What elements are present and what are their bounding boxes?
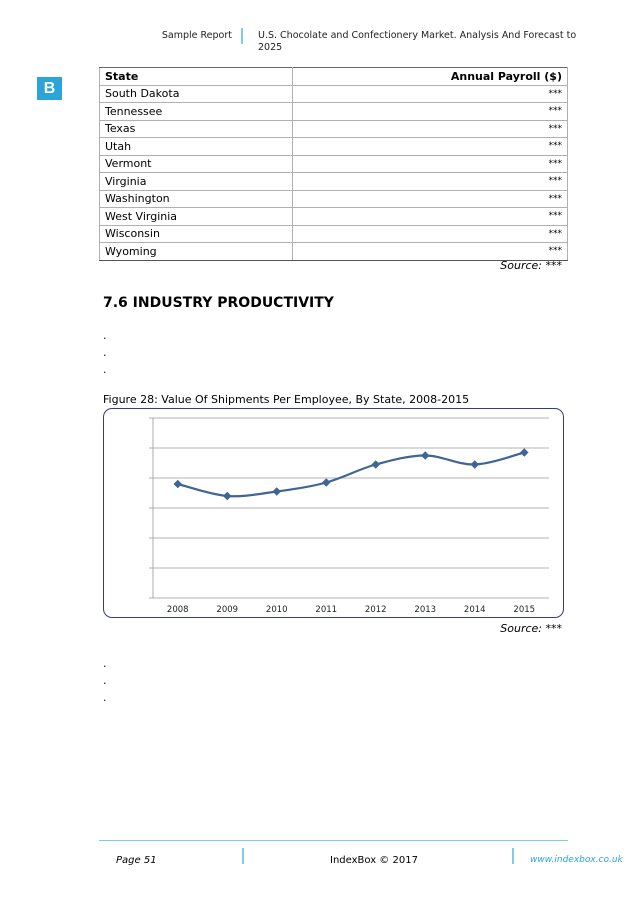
table-source: Source: *** [500,259,562,272]
data-point [322,478,330,486]
payroll-cell: *** [292,138,567,156]
header-divider [241,28,243,44]
x-tick-label: 2015 [513,605,536,615]
payroll-cell: *** [292,85,567,103]
x-tick-label: 2009 [216,605,239,615]
placeholder-dot: . [103,329,107,342]
table-row [100,225,568,243]
table-row [100,208,568,226]
footer-divider [512,848,514,864]
table-row [100,190,568,208]
section-title: 7.6 INDUSTRY PRODUCTIVITY [103,295,334,311]
state-cell: Wyoming [100,243,293,261]
state-cell: Vermont [100,155,293,173]
state-cell: Virginia [100,173,293,191]
footer-copyright: IndexBox © 2017 [330,855,418,866]
placeholder-dot: . [103,346,107,359]
payroll-cell: *** [292,155,567,173]
placeholder-dot: . [103,691,107,704]
data-point [372,460,380,468]
table-row [100,173,568,191]
state-cell: South Dakota [100,85,293,103]
header-report-title: U.S. Chocolate and Confectionery Market. Analysis And Forecast to 2025 [258,30,577,53]
x-tick-label: 2011 [315,605,338,615]
column-header-state: State [100,68,293,86]
data-point [223,492,231,500]
data-point [421,451,429,459]
footer-rule [99,840,568,841]
line-chart [103,408,564,618]
payroll-cell: *** [292,120,567,138]
payroll-cell: *** [292,225,567,243]
table-row [100,103,568,121]
x-tick-label: 2013 [414,605,437,615]
state-cell: Tennessee [100,103,293,121]
header-report-label: Sample Report [161,30,232,41]
table-row [100,85,568,103]
payroll-cell: *** [292,103,567,121]
payroll-cell: *** [292,190,567,208]
footer-divider [242,848,244,864]
state-cell: Utah [100,138,293,156]
x-tick-label: 2008 [166,605,189,615]
x-tick-label: 2014 [463,605,486,615]
data-point [520,448,528,456]
state-cell: Washington [100,190,293,208]
table-row [100,138,568,156]
payroll-table [99,67,568,261]
indexbox-logo-icon: B [37,77,62,100]
table-header-row [100,68,568,86]
series-line [178,453,525,497]
figure-caption: Figure 28: Value Of Shipments Per Employee, By State, 2008-2015 [103,393,470,406]
x-tick-label: 2012 [364,605,387,615]
payroll-cell: *** [292,173,567,191]
page-number: Page 51 [116,855,157,866]
data-point [471,460,479,468]
placeholder-dot: . [103,674,107,687]
state-cell: West Virginia [100,208,293,226]
placeholder-dot: . [103,657,107,670]
placeholder-dot: . [103,363,107,376]
table-row [100,155,568,173]
state-cell: Wisconsin [100,225,293,243]
payroll-cell: *** [292,243,567,261]
x-tick-label: 2010 [265,605,288,615]
table-row [100,120,568,138]
data-point [174,480,182,488]
figure-source: Source: *** [500,622,562,635]
payroll-cell: *** [292,208,567,226]
column-header-payroll: Annual Payroll ($) [292,68,567,86]
table-row [100,243,568,261]
data-point [273,487,281,495]
footer-url-link[interactable]: www.indexbox.co.uk [530,855,623,865]
state-cell: Texas [100,120,293,138]
